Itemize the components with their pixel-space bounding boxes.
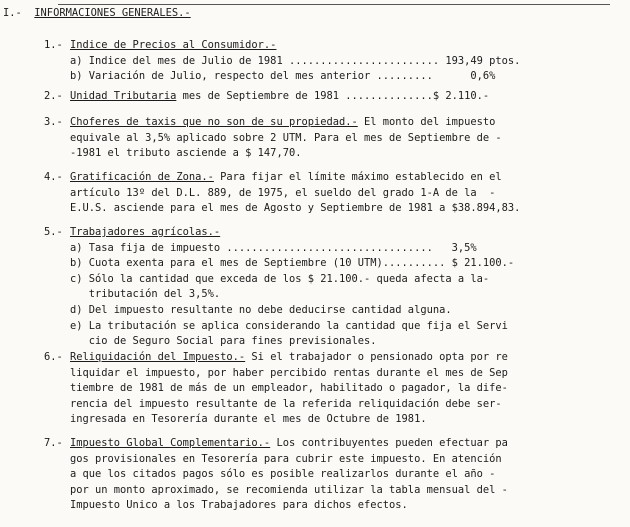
item-body xyxy=(70,38,620,85)
section-header xyxy=(3,6,191,22)
item-title: Impuesto Global Complementario.- xyxy=(70,437,271,449)
item-line xyxy=(70,170,620,186)
item-line: equivale al 3,5% aplicado sobre 2 UTM. Para el mes de Septiembre de - xyxy=(70,131,502,144)
item-text: El monto del impuesto xyxy=(357,116,496,128)
item-number: 5.- xyxy=(44,226,63,238)
item-line: b) Cuota exenta para el mes de Septiembre (10 UTM).......... $ 21.100.- xyxy=(70,257,515,270)
item-title: Trabajadores agrícolas.- xyxy=(70,226,221,238)
item-line xyxy=(70,38,620,54)
item-line: tributación del 3,5%. xyxy=(70,288,221,301)
item-line: artículo 13º del D.L. 889, de 1975, el sueldo del grado 1-A de la - xyxy=(70,186,496,199)
item-body xyxy=(70,436,620,514)
top-rule xyxy=(58,4,610,5)
item-line: gos provisionales en Tesorería para cubrir este impuesto. En atención xyxy=(70,452,502,465)
item-number: 4.- xyxy=(44,171,63,183)
item-body xyxy=(70,115,620,162)
item-number: 2.- xyxy=(44,90,63,102)
item-title: Choferes de taxis que no son de su propiedad.- xyxy=(70,116,358,128)
item-line: a que los citados pagos sólo es posible realizarlos durante el año - xyxy=(70,468,496,481)
item-line: E.U.S. asciende para el mes de Agosto y Septiembre de 1981 a $38.894,83. xyxy=(70,202,521,215)
item-line: e) La tributación se aplica considerando la cantidad que fija el Servi xyxy=(70,319,508,332)
item-line: tiembre de 1981 de más de un empleador, habilitado o pagador, la dife- xyxy=(70,382,508,395)
item-title: Indice de Precios al Consumidor.- xyxy=(70,39,277,51)
item-body xyxy=(70,225,620,350)
item-line: ingresada en Tesorería durante el mes de Octubre de 1981. xyxy=(70,413,427,426)
item-line: rencia del impuesto resultante de la referida reliquidación debe ser- xyxy=(70,397,502,410)
item-text: Los contribuyentes pueden efectuar pa xyxy=(270,437,508,449)
item-line: d) Del impuesto resultante no debe deducirse cantidad alguna. xyxy=(70,303,452,316)
item-text: Para fijar el límite máximo establecido en el xyxy=(213,171,502,183)
item-body xyxy=(70,89,620,105)
item-title: Unidad Tributaria xyxy=(70,90,177,102)
item-line xyxy=(70,436,620,452)
item-title: Gratificación de Zona.- xyxy=(70,171,214,183)
item-line xyxy=(70,89,620,105)
item-line: Impuesto Unico a los Trabajadores para dichos efectos. xyxy=(70,499,408,512)
item-number: 3.- xyxy=(44,116,63,128)
item-line xyxy=(70,225,620,241)
item-line: cio de Seguro Social para fines previsionales. xyxy=(70,335,377,348)
item-line: a) Indice del mes de Julio de 1981 ........................ 193,49 ptos. xyxy=(70,54,521,67)
item-text: Si el trabajador o pensionado opta por re xyxy=(245,351,508,363)
item-line: a) Tasa fija de impuesto ................................. 3,5% xyxy=(70,241,477,254)
section-roman-numeral: I.- xyxy=(3,7,22,19)
item-line: por un monto aproximado, se recomienda utilizar la tabla mensual del - xyxy=(70,483,508,496)
item-title: Reliquidación del Impuesto.- xyxy=(70,351,246,363)
item-line: b) Variación de Julio, respecto del mes anterior ......... 0,6% xyxy=(70,70,496,83)
item-number: 7.- xyxy=(44,437,63,449)
item-body xyxy=(70,350,620,428)
item-line: liquidar el impuesto, por haber percibido rentas durante el mes de Sep xyxy=(70,366,508,379)
item-body xyxy=(70,170,620,217)
item-number: 1.- xyxy=(44,39,63,51)
item-line: -1981 el tributo asciende a $ 147,70. xyxy=(70,147,302,160)
section-title: INFORMACIONES GENERALES.- xyxy=(34,7,191,19)
item-text: mes de Septiembre de 1981 ..............$ 2.110.- xyxy=(176,90,490,102)
item-number: 6.- xyxy=(44,351,63,363)
item-line xyxy=(70,115,620,131)
item-line: c) Sólo la cantidad que exceda de los $ 21.100.- queda afecta a la- xyxy=(70,272,490,285)
item-line xyxy=(70,350,620,366)
